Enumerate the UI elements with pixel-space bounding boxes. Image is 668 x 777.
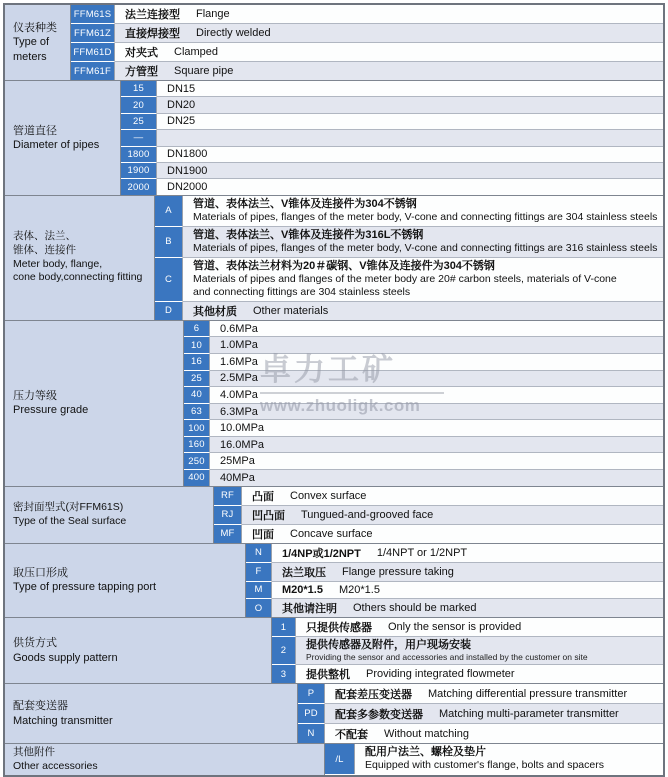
row-text-en: Other materials bbox=[253, 304, 329, 317]
section-label bbox=[5, 684, 298, 743]
row-text-en: Materials of pipes, flanges of the meter body, V-cone and connecting fittings are 304 stainless steels bbox=[193, 210, 658, 223]
section-label-line: 密封面型式(对FFM61S) bbox=[13, 501, 124, 514]
code-cell: C bbox=[155, 258, 183, 302]
table-row bbox=[214, 487, 663, 506]
row-text-en: 6.3MPa bbox=[220, 405, 258, 418]
row-content bbox=[272, 544, 663, 562]
row-text-zh: 提供整机 bbox=[306, 669, 350, 682]
row-text-en: 1.6MPa bbox=[220, 355, 258, 368]
row-text-en: 2.5MPa bbox=[220, 372, 258, 385]
row-content bbox=[183, 258, 663, 301]
row-content bbox=[242, 506, 663, 524]
table-row bbox=[71, 43, 663, 62]
row-text-en: 16.0MPa bbox=[220, 438, 265, 451]
section-type-of-meters bbox=[5, 5, 663, 81]
table-row bbox=[155, 258, 663, 302]
table-row bbox=[298, 704, 663, 724]
table-row bbox=[184, 354, 663, 371]
section-label bbox=[5, 744, 325, 775]
code-cell: N bbox=[246, 544, 272, 563]
code-cell: 250 bbox=[184, 453, 210, 470]
row-text-en: 1/4NPT or 1/2NPT bbox=[376, 546, 468, 559]
row-text-en: Only the sensor is provided bbox=[388, 621, 522, 634]
row-text-zh: 其他材质 bbox=[193, 305, 237, 318]
code-cell: D bbox=[155, 302, 183, 320]
row-content bbox=[157, 130, 663, 145]
row-content bbox=[115, 5, 663, 23]
table-row bbox=[184, 337, 663, 354]
row-content bbox=[296, 665, 663, 683]
row-text-zh: 凹面 bbox=[252, 528, 274, 541]
row-content bbox=[210, 437, 663, 453]
table-row bbox=[121, 130, 663, 146]
code-cell: 1900 bbox=[121, 163, 157, 179]
row-content bbox=[210, 354, 663, 370]
row-content bbox=[210, 453, 663, 469]
row-content bbox=[157, 81, 663, 96]
table-row bbox=[71, 5, 663, 24]
section-other-accessories bbox=[5, 744, 663, 775]
code-cell: 6 bbox=[184, 321, 210, 338]
row-content bbox=[115, 62, 663, 80]
code-cell: — bbox=[121, 130, 157, 146]
section-seal-surface bbox=[5, 487, 663, 544]
section-label-line: Type of pressure tapping port bbox=[13, 581, 157, 594]
row-text-zh: 配套多参数变送器 bbox=[335, 708, 423, 721]
table-row bbox=[184, 470, 663, 486]
table-row bbox=[325, 744, 663, 774]
section-label bbox=[5, 321, 184, 486]
row-text-zh: 凸面 bbox=[252, 490, 274, 503]
section-rows bbox=[71, 5, 663, 80]
code-cell: FFM61Z bbox=[71, 24, 115, 43]
code-cell: 100 bbox=[184, 420, 210, 437]
section-label-line: 配套变送器 bbox=[13, 700, 68, 713]
section-label-line: cone body,connecting fitting bbox=[13, 271, 143, 284]
section-label-line: 仪表种类 bbox=[13, 22, 57, 35]
row-content bbox=[210, 337, 663, 353]
table-row bbox=[121, 114, 663, 130]
row-content bbox=[242, 487, 663, 505]
code-cell: 400 bbox=[184, 470, 210, 486]
section-label bbox=[5, 5, 71, 80]
row-text-zh: 其他请注明 bbox=[282, 603, 337, 616]
row-text-zh: 对夹式 bbox=[125, 47, 158, 59]
row-text-zh: 配套差压变送器 bbox=[335, 688, 412, 701]
table-row bbox=[121, 147, 663, 163]
code-cell: O bbox=[246, 599, 272, 617]
table-row bbox=[121, 163, 663, 179]
table-row bbox=[298, 724, 663, 743]
table-row bbox=[272, 618, 663, 637]
row-text-en: Convex surface bbox=[290, 489, 367, 502]
section-label bbox=[5, 544, 246, 618]
code-cell: /L bbox=[325, 744, 355, 774]
row-text-en: and connecting fittings are 304 stainless steels bbox=[193, 285, 411, 298]
row-content bbox=[210, 404, 663, 420]
row-content bbox=[115, 43, 663, 61]
section-label-line: 管道直径 bbox=[13, 124, 57, 137]
section-pipe-diameter bbox=[5, 81, 663, 196]
table-row bbox=[71, 62, 663, 80]
table-row bbox=[184, 453, 663, 470]
table-row bbox=[246, 582, 663, 600]
row-text-zh: 管道、表体法兰材料为20＃碳钢、V锥体及连接件为304不锈钢 bbox=[193, 259, 495, 272]
section-rows bbox=[246, 544, 663, 618]
row-text-en: Without matching bbox=[384, 727, 469, 740]
row-content bbox=[210, 387, 663, 403]
row-text-en: DN2000 bbox=[167, 181, 208, 194]
code-cell: FFM61D bbox=[71, 43, 115, 62]
section-rows bbox=[272, 618, 663, 683]
row-text-en: Equipped with customer's flange, bolts and spacers bbox=[365, 759, 604, 772]
section-label-line: 取压口形成 bbox=[13, 567, 68, 580]
row-text-zh: 管道、表体法兰、V锥体及连接件为316L不锈钢 bbox=[193, 228, 424, 241]
table-row bbox=[184, 437, 663, 454]
code-cell: FFM61S bbox=[71, 5, 115, 24]
row-text-zh: 1/4NP或1/2NPT bbox=[282, 547, 361, 560]
code-cell: 16 bbox=[184, 354, 210, 371]
row-text-zh: 凹凸面 bbox=[252, 509, 285, 522]
table-row bbox=[246, 563, 663, 582]
row-content bbox=[355, 744, 663, 774]
row-content bbox=[325, 684, 663, 703]
row-text-en: DN1900 bbox=[167, 164, 208, 177]
code-cell: 63 bbox=[184, 404, 210, 421]
row-text-zh: 法兰取压 bbox=[282, 566, 326, 579]
section-label-line: 供货方式 bbox=[13, 637, 57, 650]
row-text-en: Clamped bbox=[174, 46, 219, 58]
row-content bbox=[325, 724, 663, 743]
watermark-logo-text: 卓力工矿 bbox=[260, 352, 396, 387]
section-rows bbox=[184, 321, 663, 486]
table-row bbox=[272, 665, 663, 683]
section-label-line: 锥体、连接件 bbox=[13, 244, 76, 257]
row-text-en: 1.0MPa bbox=[220, 339, 258, 352]
section-label-line: 压力等级 bbox=[13, 389, 57, 402]
table-row bbox=[246, 599, 663, 617]
row-content bbox=[296, 618, 663, 636]
row-text-en: Materials of pipes and flanges of the meter body are 20# carbon steels, materials of V-cone bbox=[193, 272, 617, 285]
row-text-en: Tungued-and-grooved face bbox=[301, 508, 434, 521]
section-rows bbox=[155, 196, 663, 320]
table-row bbox=[155, 302, 663, 320]
table-row bbox=[184, 420, 663, 437]
section-label-line: Pressure grade bbox=[13, 404, 89, 417]
section-label-line: Other accessories bbox=[13, 759, 98, 772]
code-cell: RF bbox=[214, 487, 242, 506]
code-cell: RJ bbox=[214, 506, 242, 525]
table-row bbox=[155, 227, 663, 258]
row-text-zh: 只提供传感器 bbox=[306, 622, 372, 635]
row-text-en: DN20 bbox=[167, 99, 196, 112]
table-row bbox=[71, 24, 663, 43]
code-cell: M bbox=[246, 582, 272, 600]
row-text-en: 4.0MPa bbox=[220, 388, 258, 401]
row-content bbox=[210, 420, 663, 436]
row-text-en: Materials of pipes, flanges of the meter body, V-cone and connecting fittings are 316 stainless steels bbox=[193, 241, 658, 254]
row-content bbox=[157, 114, 663, 129]
code-cell: PD bbox=[298, 704, 325, 724]
table-row bbox=[184, 387, 663, 404]
row-content bbox=[272, 582, 663, 599]
table-row bbox=[121, 97, 663, 113]
section-matching-transmitter bbox=[5, 684, 663, 744]
code-cell: 15 bbox=[121, 81, 157, 97]
row-text-zh: 法兰连接型 bbox=[125, 9, 180, 21]
row-text-zh: 管道、表体法兰、V锥体及连接件为304不锈钢 bbox=[193, 197, 417, 210]
row-content bbox=[157, 179, 663, 194]
code-cell: 2000 bbox=[121, 179, 157, 194]
row-text-en: Others should be marked bbox=[353, 602, 477, 615]
table-row bbox=[184, 321, 663, 338]
row-text-en: Concave surface bbox=[290, 527, 373, 540]
code-cell: 40 bbox=[184, 387, 210, 404]
row-text-en: Directly welded bbox=[196, 27, 271, 39]
spec-table bbox=[3, 3, 665, 777]
code-cell: 1800 bbox=[121, 147, 157, 163]
code-cell: 25 bbox=[184, 371, 210, 388]
row-text-zh: 直接焊接型 bbox=[125, 28, 180, 40]
section-label bbox=[5, 618, 272, 683]
row-text-en: Matching differential pressure transmitter bbox=[428, 687, 628, 700]
table-row bbox=[272, 637, 663, 665]
row-text-en: 25MPa bbox=[220, 455, 255, 468]
table-row bbox=[246, 544, 663, 563]
section-pressure-grade bbox=[5, 321, 663, 487]
code-cell: 20 bbox=[121, 97, 157, 113]
section-label-line: Type of the Seal surface bbox=[13, 514, 127, 527]
table-row bbox=[214, 506, 663, 525]
row-text-en: 0.6MPa bbox=[220, 322, 258, 335]
row-content bbox=[325, 704, 663, 723]
row-text-zh: 不配套 bbox=[335, 728, 368, 741]
row-text-en: Square pipe bbox=[174, 65, 234, 77]
row-content bbox=[272, 563, 663, 581]
section-materials bbox=[5, 196, 663, 321]
code-cell: FFM61F bbox=[71, 62, 115, 80]
section-label-line: Type of bbox=[13, 36, 50, 49]
row-text-en: Flange bbox=[196, 8, 230, 20]
section-rows bbox=[298, 684, 663, 743]
section-rows bbox=[214, 487, 663, 543]
section-label-line: Goods supply pattern bbox=[13, 651, 118, 664]
table-row bbox=[121, 81, 663, 97]
section-label-line: Diameter of pipes bbox=[13, 138, 100, 151]
code-cell: 10 bbox=[184, 337, 210, 354]
section-label bbox=[5, 196, 155, 320]
row-text-zh: 配用户法兰、螺栓及垫片 bbox=[365, 746, 486, 759]
code-cell: F bbox=[246, 563, 272, 582]
code-cell: 1 bbox=[272, 618, 296, 637]
row-text-zh: 方管型 bbox=[125, 66, 158, 78]
section-label-line: Meter body, flange, bbox=[13, 257, 103, 270]
watermark-url: www.zhuoligk.com bbox=[260, 396, 421, 415]
row-text-en: DN1800 bbox=[167, 148, 208, 161]
row-text-en: 10.0MPa bbox=[220, 422, 265, 435]
row-content bbox=[210, 470, 663, 486]
row-content bbox=[157, 163, 663, 178]
row-text-en: Matching multi-parameter transmitter bbox=[439, 707, 619, 720]
code-cell: P bbox=[298, 684, 325, 704]
row-content bbox=[183, 227, 663, 257]
section-rows bbox=[325, 744, 663, 775]
row-content bbox=[115, 24, 663, 42]
row-content bbox=[242, 525, 663, 543]
code-cell: 160 bbox=[184, 437, 210, 454]
table-row bbox=[184, 371, 663, 388]
row-content bbox=[210, 321, 663, 337]
code-cell: A bbox=[155, 196, 183, 227]
row-text-en: DN15 bbox=[167, 82, 196, 95]
section-label bbox=[5, 81, 121, 195]
section-label-line: Matching transmitter bbox=[13, 714, 113, 727]
row-text-en: M20*1.5 bbox=[338, 583, 380, 596]
section-rows bbox=[121, 81, 663, 195]
row-content bbox=[157, 147, 663, 162]
section-label-line: 表体、法兰、 bbox=[13, 230, 76, 243]
row-content bbox=[157, 97, 663, 112]
row-text-en: DN25 bbox=[167, 115, 196, 128]
code-cell: 2 bbox=[272, 637, 296, 665]
code-cell: N bbox=[298, 724, 325, 743]
row-content bbox=[183, 302, 663, 320]
row-content bbox=[272, 599, 663, 617]
table-row bbox=[298, 684, 663, 704]
row-text-en: Flange pressure taking bbox=[342, 565, 454, 578]
row-content bbox=[296, 637, 663, 664]
table-row bbox=[214, 525, 663, 543]
section-label-line: meters bbox=[13, 50, 47, 63]
table-row bbox=[184, 404, 663, 421]
code-cell: 3 bbox=[272, 665, 296, 683]
section-pressure-tapping-port bbox=[5, 544, 663, 619]
table-row bbox=[155, 196, 663, 227]
code-cell: MF bbox=[214, 525, 242, 543]
row-text-zh: 提供传感器及附件，用户现场安装 bbox=[306, 639, 471, 652]
section-goods-supply-pattern bbox=[5, 618, 663, 684]
section-label-line: 其他附件 bbox=[13, 746, 55, 759]
row-text-en: 40MPa bbox=[220, 471, 255, 484]
row-content bbox=[210, 371, 663, 387]
row-text-zh: M20*1.5 bbox=[282, 583, 323, 596]
table-row bbox=[121, 179, 663, 194]
row-text-en: Providing integrated flowmeter bbox=[366, 668, 515, 681]
code-cell: B bbox=[155, 227, 183, 258]
section-label bbox=[5, 487, 214, 543]
row-text-en: Providing the sensor and accessories and installed by the customer on site bbox=[306, 652, 588, 663]
code-cell: 25 bbox=[121, 114, 157, 130]
row-content bbox=[183, 196, 663, 226]
